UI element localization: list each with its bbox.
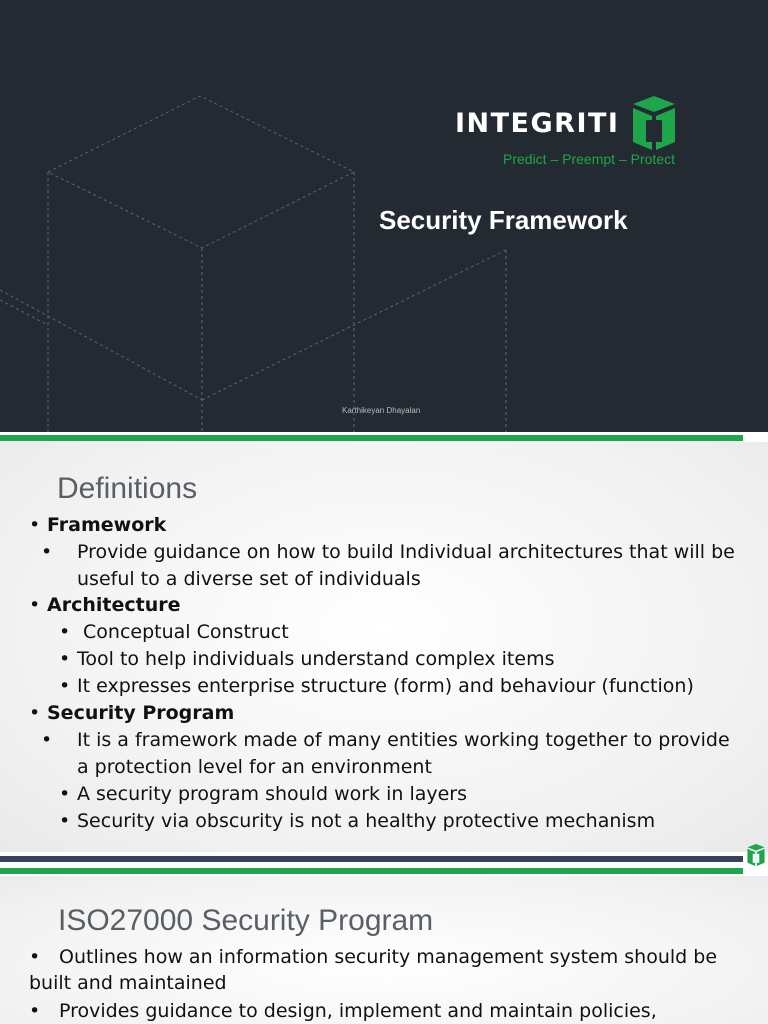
author-name: Karthikeyan Dhayalan (342, 406, 421, 415)
list-item (41, 539, 747, 593)
list-item-label: Framework (47, 514, 167, 536)
list-item-label: It is a framework made of many entities working together to provide a protection level for an environment (77, 729, 730, 778)
list-item-label: Outlines how an information security management system should be built and maintained (29, 946, 718, 994)
bullet-icon: • (29, 1000, 41, 1022)
list-item-label: Provide guidance on how to build Individual architectures that will be useful to a diverse set of individuals (77, 541, 735, 590)
list-item (59, 646, 729, 673)
list-item-label: Tool to help individuals understand complex items (77, 648, 555, 670)
bullet-icon: • (29, 514, 41, 536)
integriti-shield-icon (747, 844, 765, 866)
list-item (29, 512, 166, 539)
list-item (41, 727, 747, 781)
integriti-shield-icon (633, 96, 675, 150)
list-item (59, 619, 729, 646)
navy-divider (0, 856, 743, 862)
bullet-icon: • (59, 648, 71, 670)
bullet-icon: • (29, 594, 41, 616)
slide-title: Security Framework (379, 205, 628, 235)
brand-tagline: Predict – Preempt – Protect (503, 151, 675, 167)
green-divider (0, 435, 743, 441)
bullet-icon: • (29, 946, 41, 968)
list-item (29, 700, 234, 727)
bullet-icon: • (59, 783, 71, 805)
brand-lockup (455, 96, 675, 150)
list-item (59, 781, 729, 808)
list-item-label: Conceptual Construct (77, 621, 289, 643)
brand-name: INTEGRITI (455, 107, 620, 139)
bullet-icon: • (29, 702, 41, 724)
list-item-label: Provides guidance to design, implement and maintain policies, (59, 1000, 657, 1022)
list-item-label: A security program should work in layers (77, 783, 468, 805)
definitions-slide (0, 442, 768, 852)
bullet-icon: • (59, 810, 71, 832)
list-item (29, 998, 729, 1024)
list-item-label: Security Program (47, 702, 235, 724)
list-item-label: It expresses enterprise structure (form) and behaviour (function) (77, 675, 694, 697)
bullet-icon: • (41, 729, 53, 751)
slide-title: Definitions (57, 472, 198, 505)
title-slide (0, 0, 768, 432)
list-item (29, 944, 729, 996)
list-item (29, 592, 180, 619)
list-item (59, 673, 729, 700)
list-item (59, 808, 729, 835)
list-item-label: Security via obscurity is not a healthy protective mechanism (77, 810, 656, 832)
list-item-label: Architecture (47, 594, 181, 616)
green-divider (0, 868, 743, 874)
slide-title: ISO27000 Security Program (58, 904, 434, 937)
bullet-icon: • (41, 541, 53, 563)
iso27000-slide (0, 876, 768, 1024)
bullet-icon: • (59, 621, 71, 643)
bullet-icon: • (59, 675, 71, 697)
